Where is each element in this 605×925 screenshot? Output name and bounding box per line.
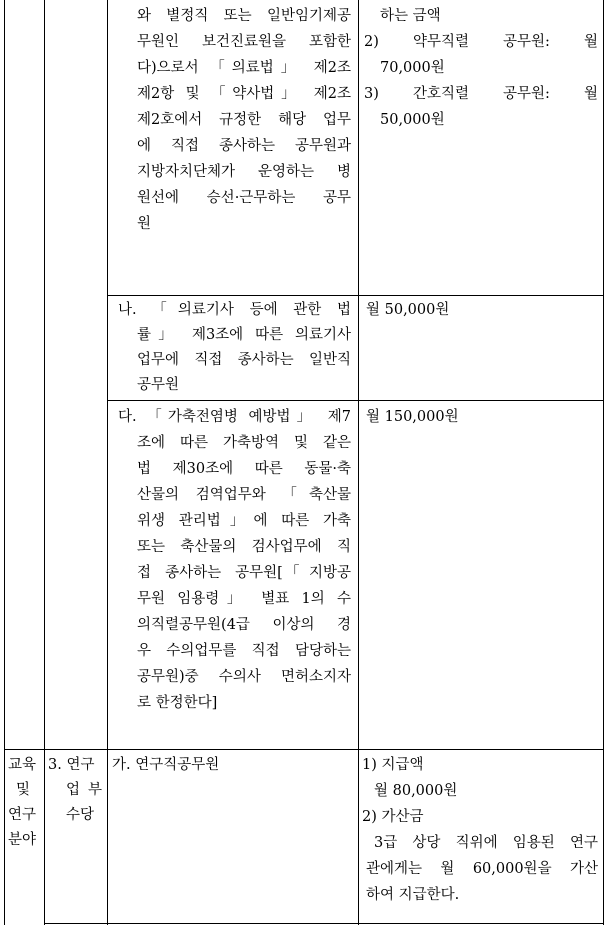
row1-item-line: 다)으로서 「의료법」 제2조 — [137, 60, 351, 76]
row1-item-line: 지방자치단체가 운영하는 병 — [137, 164, 351, 180]
field-label-line: 연구 — [8, 807, 37, 823]
row3-amount: 월 150,000원 — [366, 409, 459, 425]
row3-item-line: 산물의 검역업무와 「축산물 — [137, 487, 351, 503]
grid-line — [4, 0, 5, 925]
allowance-label-line: 3. 연구 — [48, 757, 95, 773]
row1-item-line: 무원인 보건진료원을 포함한 — [137, 34, 351, 50]
row3-item-line: 로 한정한다] — [137, 695, 218, 711]
row2-amount: 월 50,000원 — [366, 302, 450, 318]
row1-item-line: 제2항 및 「약사법」 제2조 — [137, 86, 351, 102]
row3-item-line: 또는 축산물의 검사업무에 직 — [137, 539, 351, 555]
row3-item-line: 다. 「가축전염병 예방법」 제7 — [118, 409, 351, 425]
row3-item-line: 조에 따른 가축방역 및 같은 — [137, 435, 351, 451]
grid-line — [358, 0, 359, 925]
row1-item-line: 원 — [137, 216, 152, 232]
row1-amount-line: 70,000원 — [380, 60, 445, 76]
row4-amount-line: 1) 지급액 — [362, 757, 424, 773]
row1-item-line: 원선에 승선·근무하는 공무 — [137, 190, 351, 206]
row3-item-line: 공무원)중 수의사 면허소지자 — [137, 669, 351, 685]
row1-amount-line: 3) 간호직렬 공무원: 월 — [364, 86, 598, 102]
grid-line — [107, 295, 604, 296]
row1-item-line: 에 직접 종사하는 공무원과 — [137, 138, 351, 154]
row1-amount-line: 50,000원 — [380, 112, 445, 128]
row1-amount-line: 하는 금액 — [380, 8, 441, 24]
row4-amount-line: 3급 상당 직위에 임용된 연구 — [374, 835, 598, 851]
row3-item-line: 무원 임용령」 별표 1의 수 — [137, 591, 351, 607]
grid-line — [44, 0, 45, 925]
row4-amount-line: 월 80,000원 — [374, 783, 458, 799]
grid-line — [107, 0, 108, 925]
row3-item-line: 법 제30조에 따른 동물·축 — [137, 461, 351, 477]
allowance-label-line: 업 부 — [66, 782, 102, 798]
row3-item-line: 의직렬공무원(4급 이상의 경 — [137, 617, 351, 633]
row2-item-line: 나. 「의료기사 등에 관한 법 — [118, 302, 351, 318]
allowance-label-line: 수당 — [66, 807, 95, 823]
grid-line — [4, 749, 604, 750]
row1-item-line: 와 별정직 또는 일반임기제공 — [137, 8, 351, 24]
row3-item-line: 우 수의업무를 직접 담당하는 — [137, 643, 351, 659]
field-label-line: 및 — [16, 782, 31, 798]
row2-item-line: 공무원 — [137, 377, 180, 393]
row3-item-line: 접 종사하는 공무원[「지방공 — [137, 565, 351, 581]
row1-item-line: 제2호에서 규정한 해당 업무 — [137, 112, 351, 128]
row1-amount-line: 2) 약무직렬 공무원: 월 — [364, 34, 598, 50]
row2-item-line: 률」 제3조에 따른 의료기사 — [137, 327, 351, 343]
row4-amount-line: 하여 지급한다. — [366, 887, 460, 903]
row4-amount-line: 관에게는 월 60,000원을 가산 — [366, 861, 598, 877]
grid-line — [603, 0, 604, 925]
row2-item-line: 업무에 직접 종사하는 일반직 — [137, 352, 351, 368]
grid-line — [107, 400, 604, 401]
field-label-line: 분야 — [8, 832, 37, 848]
row4-amount-line: 2) 가산금 — [362, 809, 424, 825]
row3-item-line: 위생 관리법」에 따른 가축 — [137, 513, 351, 529]
field-label-line: 교육 — [8, 757, 37, 773]
grid-line — [44, 923, 604, 924]
row4-item: 가. 연구직공무원 — [112, 757, 220, 773]
